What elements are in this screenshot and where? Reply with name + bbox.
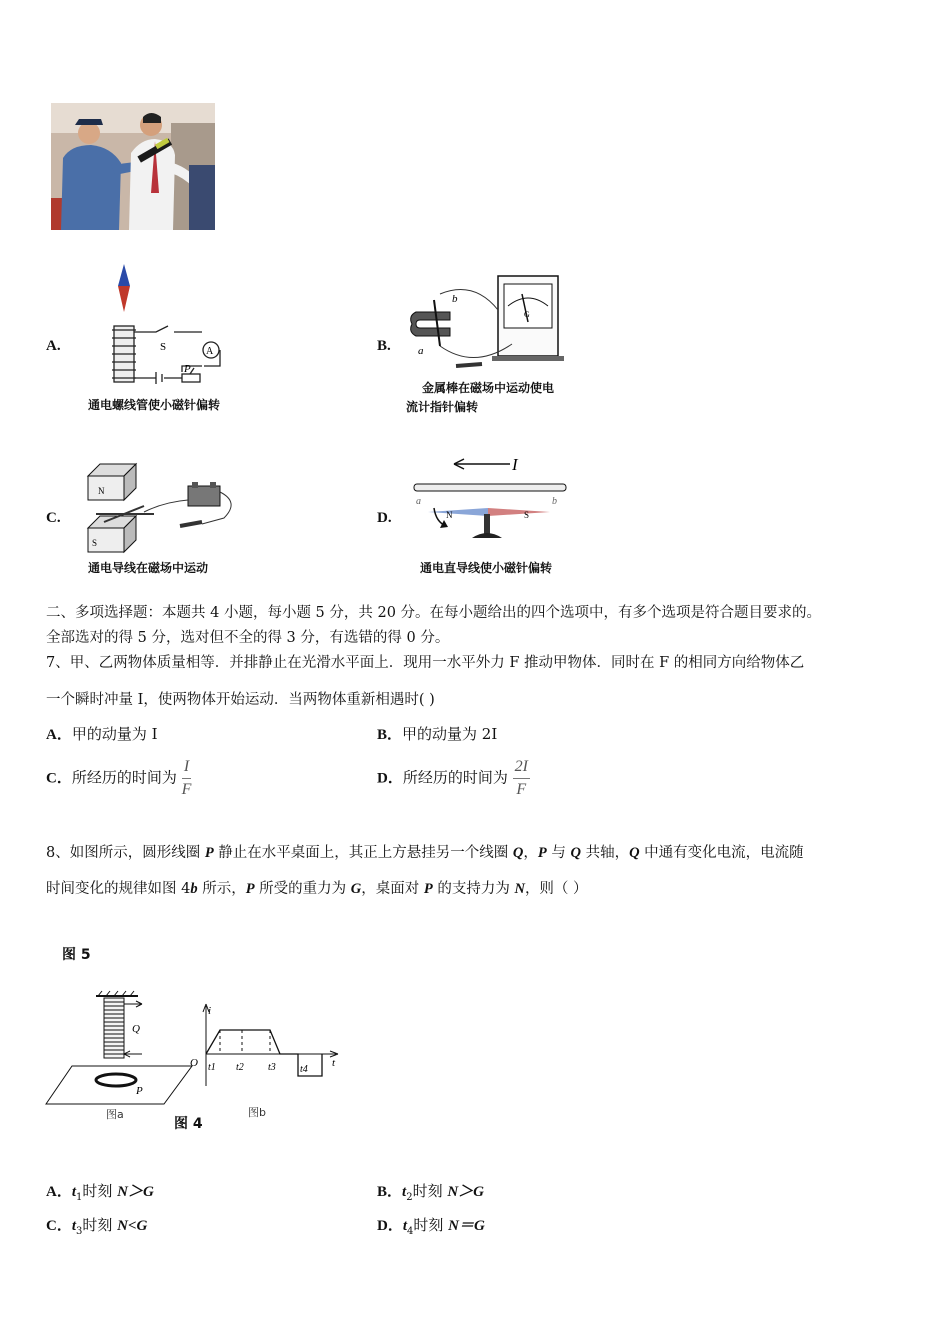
switch-label: S [160,341,167,353]
q8-option-d-letter: D． [377,1218,403,1234]
q8-text: 共轴， [580,845,630,861]
slider-label: P [184,363,191,375]
q6-option-d-figure [410,452,580,552]
q7-option-c-text: 所经历的时间为 [71,768,177,787]
q8-option-b-text: 时刻 [412,1182,448,1200]
q6-option-b-caption-line2: 流计指针偏转 [406,400,479,414]
q8-option-b[interactable] [377,1181,484,1208]
galvanometer-label: G [524,310,530,319]
q8-var: b [190,881,198,897]
section2-instructions-line1: 二、多项选择题：本题共 4 小题，每小题 5 分，共 20 分。在每小题给出的四个选项中，有多个选项是符合题目要求的。 [46,605,822,621]
q8-option-d-relation: N＝G [448,1218,485,1234]
q7-option-b-text: 甲的动量为 2I [402,725,498,743]
q8-option-a[interactable] [46,1181,154,1208]
q6-option-a-caption: 通电螺线管使小磁针偏转 [88,398,221,412]
q7-option-d-text: 所经历的时间为 [402,768,508,787]
q8-var: P [245,881,255,897]
needle-s-label: S [524,510,530,520]
q6-option-a-figure [86,262,246,412]
q7-option-c-fraction [182,758,192,799]
wire-end-a-label: a [416,496,421,507]
axis-i-label: i [208,1005,212,1017]
q6-option-b-caption-line1: 金属棒在磁场中运动使电 [422,381,555,395]
q8-var: G [350,881,362,897]
magnet-n-label: N [98,486,105,496]
q8-stem-line1 [46,843,804,863]
q8-var: Q [629,845,640,861]
q8-option-a-t: t [71,1184,77,1200]
q6-option-c-caption: 通电导线在磁场中运动 [88,561,209,575]
q8-text: ， [523,845,538,861]
fig-b-label: 图b [248,1106,266,1119]
q8-option-d[interactable] [377,1215,485,1242]
q8-text: ，则（ ） [524,881,588,897]
q8-figure-a [44,990,194,1120]
q8-option-d-sub: 4 [407,1226,414,1237]
q6-option-b-figure [404,270,569,380]
fraction-denominator: F [516,781,527,798]
q6-option-d-caption: 通电直导线使小磁针偏转 [420,561,553,575]
t4-label: t4 [300,1064,308,1075]
battery-icon [188,482,220,506]
fig4-label: 图 4 [174,1116,203,1132]
fraction-numerator: 2I [513,758,530,779]
q8-option-c[interactable] [46,1215,147,1242]
q7-option-b[interactable] [377,724,497,745]
section2-instructions-line2: 全部选对的得 5 分，选对但不全的得 3 分，有选错的得 0 分。 [46,630,450,646]
q8-var: Q [570,845,581,861]
q8-text: 8、如图所示，圆形线圈 [46,845,205,861]
q8-var: Q [512,845,524,861]
magnet-block-icon [88,464,136,552]
q8-option-b-relation: N＞G [447,1184,485,1200]
q8-var: P [537,845,547,861]
q8-figure-b [186,1000,341,1088]
solenoid-icon [112,326,136,382]
coil-q-label: Q [132,1023,140,1035]
magnet-s-label: S [92,538,98,548]
q6-option-a-letter[interactable]: A. [46,338,61,354]
q8-text: 中通有变化电流，电流随 [639,845,804,861]
fig-a-label: 图a [106,1108,124,1121]
q7-stem-line2: 一个瞬时冲量 I，使两物体开始运动．当两物体重新相遇时( ) [46,692,435,708]
q8-text: 与 [546,845,571,861]
rod-end-a-label: a [418,345,424,357]
ammeter-label: A [206,346,214,357]
axis-t-label: t [332,1057,336,1069]
q8-option-d-text: 时刻 [413,1216,449,1234]
q8-option-b-t: t [402,1184,407,1200]
q7-option-d-fraction [513,758,530,799]
q8-option-a-text: 时刻 [82,1182,118,1200]
t1-label: t1 [208,1062,216,1073]
q7-option-a[interactable] [46,724,158,745]
q8-option-c-sub: 3 [76,1226,83,1237]
q8-text: 所示， [197,881,246,897]
q8-option-d-t: t [402,1218,408,1234]
fraction-denominator: F [181,781,192,798]
q8-option-c-text: 时刻 [82,1216,118,1234]
t3-label: t3 [268,1062,276,1073]
fraction-numerator: I [182,758,192,779]
q8-var: P [423,881,433,897]
t2-label: t2 [236,1062,244,1073]
q6-option-d-letter[interactable]: D. [377,510,392,526]
q8-option-b-letter: B． [377,1184,403,1200]
origin-label: O [190,1057,198,1069]
wire-end-b-label: b [552,496,557,507]
q8-option-a-relation: N＞G [117,1184,154,1200]
q8-option-c-t: t [71,1218,77,1234]
q8-option-c-letter: C． [46,1218,72,1234]
q6-option-b-letter[interactable]: B. [377,338,391,354]
q8-var: P [204,845,214,861]
straight-wire-icon [414,484,566,491]
q7-option-b-letter: B． [377,727,403,743]
coil-p-icon [96,1074,136,1086]
compass-needle-icon [118,264,130,312]
q7-option-c[interactable] [46,758,191,799]
q8-option-a-letter: A． [46,1184,72,1200]
q8-text: ，桌面对 [361,881,424,897]
q7-option-d-letter: D． [377,770,403,787]
q6-option-c-letter[interactable]: C. [46,510,61,526]
compass-needle-icon [428,508,550,538]
q7-stem-line1: 7、甲、乙两物体质量相等．并排静止在光滑水平面上．现用一水平外力 F 推动甲物体．同时在 F 的相同方向给物体乙 [46,655,805,671]
needle-n-label: N [446,510,453,520]
q8-text: 时间变化的规律如图 4 [46,881,191,897]
q6-option-c-figure [84,462,244,554]
q8-option-b-sub: 2 [406,1192,413,1203]
current-label: I [512,455,518,474]
q8-text: 的支持力为 [432,881,515,897]
rod-end-b-label: b [452,293,458,305]
q8-stem-line2 [46,879,588,899]
q7-option-a-text: 甲的动量为 I [71,725,158,743]
coil-q-icon [104,998,124,1058]
q8-text: 所受的重力为 [254,881,351,897]
q7-option-a-letter: A． [46,727,72,743]
q8-text: 静止在水平桌面上，其正上方悬挂另一个线圈 [213,845,513,861]
q8-option-c-relation: N<G [117,1218,148,1234]
q7-option-c-letter: C． [46,770,72,787]
q8-var: N [514,881,525,897]
u-magnet-icon [411,312,450,336]
coil-p-label: P [136,1085,143,1097]
q7-option-d[interactable] [377,758,530,799]
q8-option-a-sub: 1 [76,1192,83,1203]
fig5-label: 图 5 [62,947,91,963]
security-check-photo [51,103,215,230]
galvanometer-icon [492,276,564,361]
